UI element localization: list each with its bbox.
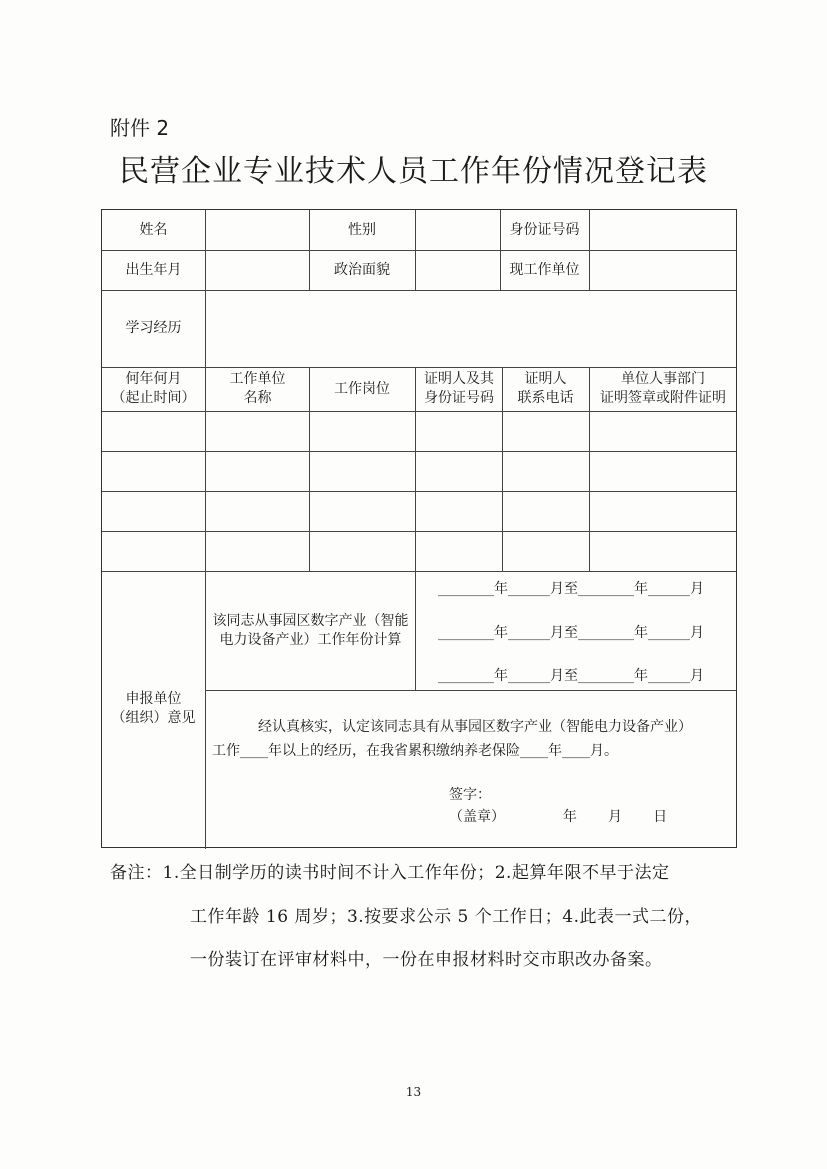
opinion-text: 工作____年以上的经历，在我省累积缴纳养老保险____年____月。: [212, 743, 618, 759]
work-header-witness-phone: 证明人 联系电话: [517, 371, 574, 406]
col-divider: [415, 367, 416, 691]
note-line: 一份装订在评审材料中，一份在申报材料时交市职改办备案。: [190, 950, 663, 970]
page-title: 民营企业专业技术人员工作年份情况登记表: [119, 154, 708, 189]
work-header-hr-proof: 单位人事部门 证明签章或附件证明: [600, 371, 726, 406]
gender-label: 性别: [348, 221, 376, 238]
political-status-field[interactable]: [416, 250, 500, 290]
work-header-period: 何年何月 （起止时间）: [111, 371, 196, 406]
study-history-field[interactable]: [206, 290, 736, 367]
row-divider: [102, 531, 736, 532]
current-employer-field[interactable]: [590, 250, 736, 290]
note-line: 工作年龄 16 周岁；3.按要求公示 5 个工作日；4.此表一式二份，: [190, 907, 703, 927]
id-number-field[interactable]: [590, 210, 736, 250]
gender-field[interactable]: [416, 210, 500, 250]
row-divider: [102, 411, 736, 412]
political-status-label: 政治面貌: [334, 261, 390, 278]
registration-form-table: [101, 209, 737, 848]
id-number-label: 身份证号码: [509, 221, 580, 238]
page-number: 13: [405, 1085, 422, 1099]
name-field[interactable]: [206, 210, 309, 250]
work-header-employer: 工作单位 名称: [229, 371, 286, 406]
signature-label: 签字：: [449, 787, 491, 803]
birth-date-field[interactable]: [206, 250, 309, 290]
work-period-line[interactable]: ________年______月至________年______月: [438, 668, 704, 684]
note-line: 备注：1.全日制学历的读书时间不计入工作年份；2.起算年限不早于法定: [110, 863, 670, 883]
work-header-position: 工作岗位: [334, 380, 390, 397]
attachment-label: 附件 2: [110, 116, 170, 140]
work-period-line[interactable]: ________年______月至________年______月: [438, 625, 704, 641]
stamp-date-line: （盖章） 年 月 日: [449, 809, 668, 825]
work-header-witness-id: 证明人及其 身份证号码: [424, 371, 494, 406]
reporting-unit-opinion-label: 申报单位 （组织）意见: [111, 691, 196, 726]
name-label: 姓名: [139, 221, 168, 238]
work-period-line[interactable]: ________年______月至________年______月: [438, 581, 704, 597]
study-history-label: 学习经历: [125, 320, 182, 336]
row-divider: [102, 491, 736, 492]
row-divider: [206, 690, 736, 691]
opinion-text: 经认真核实，认定该同志具有从事园区数字产业（智能电力设备产业）: [258, 719, 692, 735]
birth-date-label: 出生年月: [125, 261, 182, 278]
row-divider: [102, 451, 736, 452]
current-employer-label: 现工作单位: [509, 261, 580, 278]
work-year-calc-label: 该同志从事园区数字产业（智能 电力设备产业）工作年份计算: [212, 612, 409, 648]
